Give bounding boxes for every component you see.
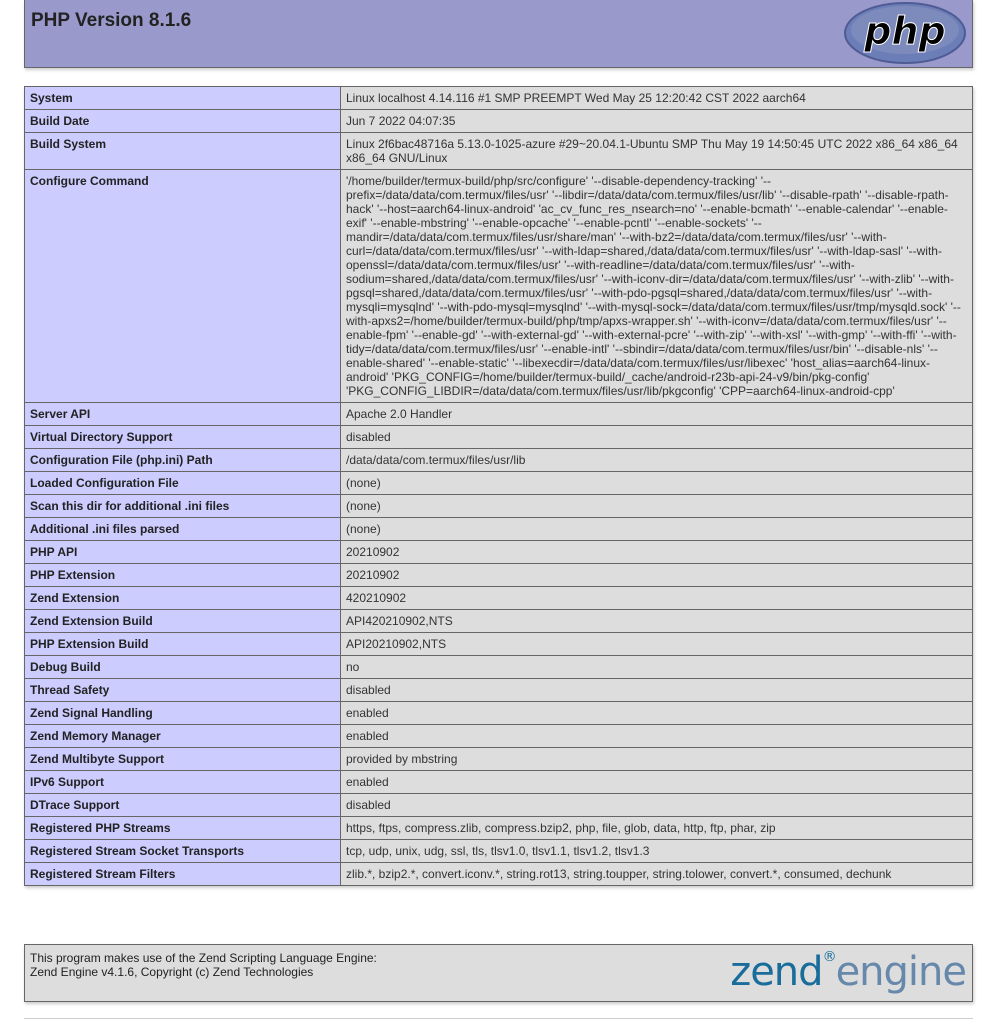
row-label: Registered Stream Filters xyxy=(25,863,341,886)
divider xyxy=(24,1018,973,1019)
row-label: PHP Extension Build xyxy=(25,633,341,656)
row-value: Apache 2.0 Handler xyxy=(341,403,973,426)
row-value: (none) xyxy=(341,495,973,518)
row-value: enabled xyxy=(341,771,973,794)
table-row xyxy=(25,633,973,656)
table-row xyxy=(25,656,973,679)
row-label: Zend Multibyte Support xyxy=(25,748,341,771)
table-row xyxy=(25,610,973,633)
table-row xyxy=(25,518,973,541)
row-label: Registered Stream Socket Transports xyxy=(25,840,341,863)
row-value: Jun 7 2022 04:07:35 xyxy=(341,110,973,133)
row-label: Zend Extension Build xyxy=(25,610,341,633)
row-value: /data/data/com.termux/files/usr/lib xyxy=(341,449,973,472)
table-row xyxy=(25,170,973,403)
row-label: Thread Safety xyxy=(25,679,341,702)
row-value: Linux localhost 4.14.116 #1 SMP PREEMPT Wed May 25 12:20:42 CST 2022 aarch64 xyxy=(341,87,973,110)
table-row xyxy=(25,541,973,564)
row-label: IPv6 Support xyxy=(25,771,341,794)
row-value: zlib.*, bzip2.*, convert.iconv.*, string.rot13, string.toupper, string.tolower, convert.*, consumed, dechunk xyxy=(341,863,973,886)
zend-footer xyxy=(24,944,973,1002)
footer-line-1: This program makes use of the Zend Scripting Language Engine: xyxy=(30,951,377,965)
table-row xyxy=(25,771,973,794)
row-label: Additional .ini files parsed xyxy=(25,518,341,541)
row-value: enabled xyxy=(341,725,973,748)
table-row xyxy=(25,403,973,426)
row-value: disabled xyxy=(341,794,973,817)
php-info-table xyxy=(24,86,973,886)
table-row xyxy=(25,449,973,472)
row-value: disabled xyxy=(341,426,973,449)
table-row xyxy=(25,817,973,840)
table-row xyxy=(25,863,973,886)
row-label: Registered PHP Streams xyxy=(25,817,341,840)
footer-line-2: Zend Engine v4.1.6, Copyright (c) Zend Technologies xyxy=(30,965,314,979)
row-value: API420210902,NTS xyxy=(341,610,973,633)
row-value: provided by mbstring xyxy=(341,748,973,771)
row-label: PHP Extension xyxy=(25,564,341,587)
table-row xyxy=(25,472,973,495)
row-value: API20210902,NTS xyxy=(341,633,973,656)
svg-text:php: php xyxy=(864,9,946,53)
row-label: Server API xyxy=(25,403,341,426)
row-label: Zend Signal Handling xyxy=(25,702,341,725)
zend-engine-logo: zend®engine xyxy=(730,949,966,995)
row-value: '/home/builder/termux-build/php/src/configure' '--disable-dependency-tracking' '--prefix=/data/data/com.termux/files/usr' '--libdir=/data/data/com.termux/files/usr/lib' '--disable-rpath' '--disable-rpath-hack' '--host=aarch64-linux-android' 'ac_cv_func_res_nsearch=no' '--enable-bcmath' '--enable-calendar' '--enable-exif' '--enable-mbstring' '--enable-opcache' '--enable-pcntl' '--enable-sockets' '--mandir=/data/data/com.termux/files/usr/share/man' '--with-bz2=/data/data/com.termux/files/usr' '--with-curl=/data/data/com.termux/files/usr' '--with-ldap=shared,/data/data/com.termux/files/usr' '--with-ldap-sasl' '--with-openssl=/data/data/com.termux/files/usr' '--with-readline=/data/data/com.termux/files/usr' '--with-sodium=shared,/data/data/com.termux/files/usr' '--with-iconv-dir=/data/data/com.termux/files/usr' '--with-zlib' '--with-pgsql=shared,/data/data/com.termux/files/usr' '--with-pdo-pgsql=shared,/data/data/com.termux/files/usr' '--with-mysqli=mysqlnd' '--with-pdo-mysql=mysqlnd' '--with-mysql-sock=/data/data/com.termux/files/usr/tmp/mysqld.sock' '--with-apxs2=/home/builder/termux-build/php/tmp/apxs-wrapper.sh' '--with-iconv=/data/data/com.termux/files/usr' '--enable-fpm' '--enable-gd' '--with-external-gd' '--with-external-pcre' '--with-zip' '--with-xsl' '--with-gmp' '--with-ffi' '--with-tidy=/data/data/com.termux/files/usr' '--enable-intl' '--sbindir=/data/data/com.termux/files/usr/bin' '--disable-nls' '--enable-shared' '--enable-static' '--libexecdir=/data/data/com.termux/files/usr/libexec' 'host_alias=aarch64-linux-android' 'PKG_CONFIG=/home/builder/termux-build/_cache/android-r23b-api-24-v9/bin/pkg-config' 'PKG_CONFIG_LIBDIR=/data/data/com.termux/files/usr/lib/pkgconfig' 'CPP=aarch64-linux-android-cpp' xyxy=(341,170,973,403)
page-title: PHP Version 8.1.6 xyxy=(31,10,192,31)
table-row xyxy=(25,564,973,587)
row-label: Configuration File (php.ini) Path xyxy=(25,449,341,472)
table-row xyxy=(25,702,973,725)
row-label: System xyxy=(25,87,341,110)
table-row xyxy=(25,794,973,817)
php-logo xyxy=(844,2,966,64)
row-value: (none) xyxy=(341,518,973,541)
row-value: 420210902 xyxy=(341,587,973,610)
table-row xyxy=(25,426,973,449)
table-row xyxy=(25,748,973,771)
row-value: enabled xyxy=(341,702,973,725)
row-label: Build Date xyxy=(25,110,341,133)
row-label: DTrace Support xyxy=(25,794,341,817)
table-row xyxy=(25,840,973,863)
row-label: Loaded Configuration File xyxy=(25,472,341,495)
row-label: Configure Command xyxy=(25,170,341,403)
row-value: tcp, udp, unix, udg, ssl, tls, tlsv1.0, tlsv1.1, tlsv1.2, tlsv1.3 xyxy=(341,840,973,863)
row-value: disabled xyxy=(341,679,973,702)
row-label: Zend Extension xyxy=(25,587,341,610)
row-label: Virtual Directory Support xyxy=(25,426,341,449)
row-value: 20210902 xyxy=(341,564,973,587)
row-label: Zend Memory Manager xyxy=(25,725,341,748)
table-row xyxy=(25,133,973,170)
table-row xyxy=(25,495,973,518)
table-row xyxy=(25,679,973,702)
row-label: Scan this dir for additional .ini files xyxy=(25,495,341,518)
row-value: (none) xyxy=(341,472,973,495)
row-label: PHP API xyxy=(25,541,341,564)
table-row xyxy=(25,110,973,133)
table-row xyxy=(25,725,973,748)
row-value: Linux 2f6bac48716a 5.13.0-1025-azure #29~20.04.1-Ubuntu SMP Thu May 19 14:50:45 UTC 2022 x86_64 x86_64 x86_64 GNU/Linux xyxy=(341,133,973,170)
row-label: Debug Build xyxy=(25,656,341,679)
table-row xyxy=(25,87,973,110)
table-row xyxy=(25,587,973,610)
row-value: 20210902 xyxy=(341,541,973,564)
row-value: https, ftps, compress.zlib, compress.bzip2, php, file, glob, data, http, ftp, phar, zip xyxy=(341,817,973,840)
php-header xyxy=(24,0,973,68)
row-label: Build System xyxy=(25,133,341,170)
row-value: no xyxy=(341,656,973,679)
